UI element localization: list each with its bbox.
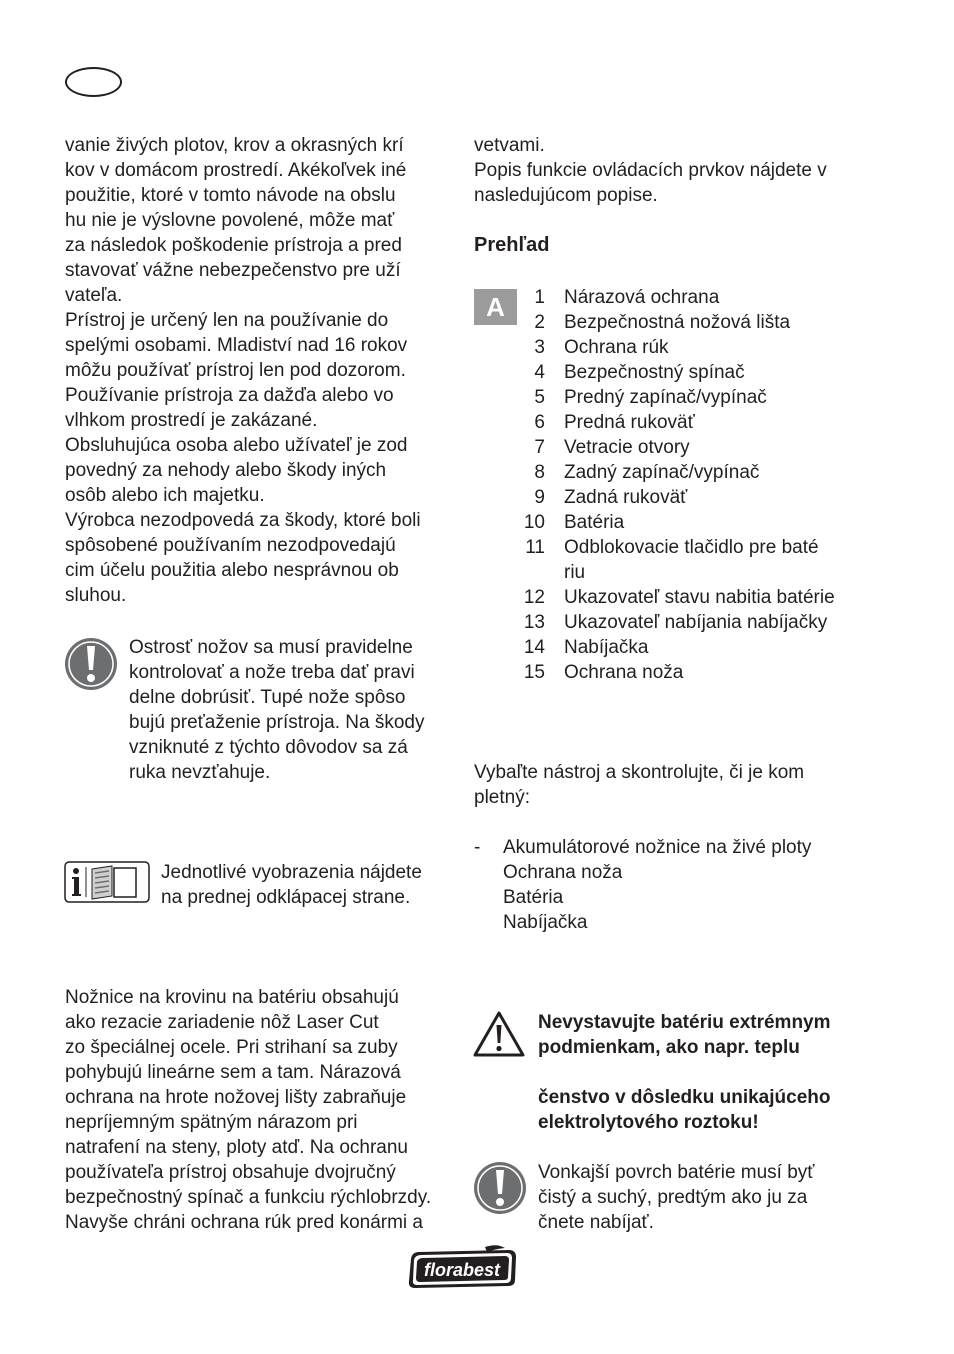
part-number: 14 <box>523 637 545 658</box>
part-number: 12 <box>523 587 545 608</box>
language-code-oval <box>65 67 122 97</box>
brand-wordmark: florabest <box>423 1260 501 1280</box>
list-item <box>474 910 811 935</box>
intro-paragraph-1: vanie živých plotov, krov a okrasných krí kov v domácom prostredí. Akékoľvek iné použitie, ktoré v tomto návode na obslu hu nie je výslovne povolené, môže mať za následok poškodenie prístroja a pred stavovať vážne nebezpečenstvo pre uží vateľa. <box>65 135 407 306</box>
part-number: 2 <box>534 312 545 333</box>
list-item <box>474 885 811 910</box>
overview-heading: Prehľad <box>474 234 550 256</box>
intro-paragraph-5: Výrobca nezodpovedá za škody, ktoré boli spôsobené používaním nezodpovedajú cim účelu použitia alebo nesprávnou ob sluhou. <box>65 510 421 606</box>
part-label: Predný zapínač/vypínač <box>564 387 767 408</box>
blade-sharpness-note: Ostrosť nožov sa musí pravidelne kontrolovať a nože treba dať pravi delne dobrúsiť. Tupé nože spôso bujú preťaženie prístroja. Na škody vzniknuté z týchto dôvodov sa zá ruka nevzťahuje. <box>129 637 425 783</box>
list-item <box>474 610 874 635</box>
part-label: Nárazová ochrana <box>564 287 720 308</box>
list-item <box>474 435 874 460</box>
package-contents-list <box>474 835 811 935</box>
part-number: 3 <box>534 337 545 358</box>
part-label: Bezpečnostný spínač <box>564 362 745 383</box>
part-label: Ukazovateľ nabíjania nabíjačky <box>564 612 828 633</box>
package-item: Ochrana noža <box>503 862 623 883</box>
part-number: 1 <box>534 287 545 308</box>
exclamation-warning-icon <box>473 1161 527 1215</box>
part-number: 7 <box>534 437 545 458</box>
part-number: 15 <box>523 662 545 683</box>
parts-list <box>474 285 874 685</box>
part-label: Nabíjačka <box>564 637 649 658</box>
part-number: 8 <box>534 462 545 483</box>
list-item <box>474 460 874 485</box>
triangle-warning-icon <box>473 1011 525 1057</box>
list-item <box>474 360 874 385</box>
package-item: Nabíjačka <box>503 912 588 933</box>
exclamation-warning-icon <box>64 637 118 691</box>
part-label: Zadná rukoväť <box>564 487 688 508</box>
package-item: Akumulátorové nožnice na živé ploty <box>503 837 812 858</box>
part-number: 6 <box>534 412 545 433</box>
part-number: 5 <box>534 387 545 408</box>
list-item <box>474 835 811 860</box>
intro-paragraph-3: Používanie prístroja za dažďa alebo vo vlhkom prostredí je zakázané. <box>65 385 394 431</box>
part-label: Odblokovacie tlačidlo pre baté riu <box>564 537 819 583</box>
list-item <box>474 860 811 885</box>
device-description: Nožnice na krovinu na batériu obsahujú ako rezacie zariadenie nôž Laser Cut zo špeciálnej ocele. Pri strihaní sa zuby pohybujú lineárne sem a tam. Nárazová ochrana na hrote nožovej lišty zabraňuje nepríjemným spätným nárazom pri natrafení na steny, ploty atď. Na ochranu používateľa prístroj obsahuje dvojručný bezpečnostný spínač a funkciu rýchlobrzdy. Navyše chráni ochrana rúk pred konármi a <box>65 987 432 1233</box>
package-item: Batéria <box>503 887 564 908</box>
part-label: Bezpečnostná nožová lišta <box>564 312 791 333</box>
info-book-icon <box>64 861 150 903</box>
intro-text <box>65 133 455 608</box>
part-number: 13 <box>523 612 545 633</box>
florabest-logo <box>405 1244 519 1290</box>
list-item <box>474 310 874 335</box>
electrolyte-leak-warning: čenstvo v dôsledku unikajúceho elektrolytového roztoku! <box>538 1087 831 1133</box>
battery-extreme-conditions-warning: Nevystavujte batériu extrémnym podmienkam, ako napr. teplu <box>538 1012 831 1058</box>
list-item <box>474 635 874 660</box>
unpack-instructions: Vybaľte nástroj a skontrolujte, či je kom pletný: <box>474 762 805 808</box>
part-label: Ochrana rúk <box>564 337 669 358</box>
list-item <box>474 535 874 585</box>
intro-paragraph-4: Obsluhujúca osoba alebo užívateľ je zod povedný za nehody alebo škody iných osôb alebo ich majetku. <box>65 435 408 506</box>
intro-paragraph-2: Prístroj je určený len na používanie do spelými osobami. Mladiství nad 16 rokov môžu používať prístroj len pod dozorom. <box>65 310 408 381</box>
part-label: Batéria <box>564 512 625 533</box>
part-number: 4 <box>534 362 545 383</box>
info-figures-note: Jednotlivé vyobrazenia nájdete na prednej odklápacej strane. <box>161 862 422 908</box>
battery-cleanliness-note: Vonkajší povrch batérie musí byť čistý a suchý, predtým ako ju za čnete nabíjať. <box>538 1162 815 1233</box>
list-item <box>474 335 874 360</box>
part-number: 11 <box>525 537 545 558</box>
list-item <box>474 385 874 410</box>
list-item <box>474 660 874 685</box>
list-item <box>474 510 874 535</box>
figure-a-badge: A <box>474 289 517 325</box>
list-item <box>474 410 874 435</box>
part-label: Zadný zapínač/vypínač <box>564 462 760 483</box>
part-number: 9 <box>534 487 545 508</box>
list-item <box>474 585 874 610</box>
continuation-text: vetvami. Popis funkcie ovládacích prvkov nájdete v nasledujúcom popise. <box>474 135 827 206</box>
list-item <box>474 485 874 510</box>
part-label: Vetracie otvory <box>564 437 690 458</box>
part-label: Predná rukoväť <box>564 412 695 433</box>
part-number: 10 <box>523 512 545 533</box>
part-label: Ukazovateľ stavu nabitia batérie <box>564 587 835 608</box>
part-label: Ochrana noža <box>564 662 684 683</box>
list-dash: - <box>474 837 481 858</box>
list-item <box>474 285 874 310</box>
